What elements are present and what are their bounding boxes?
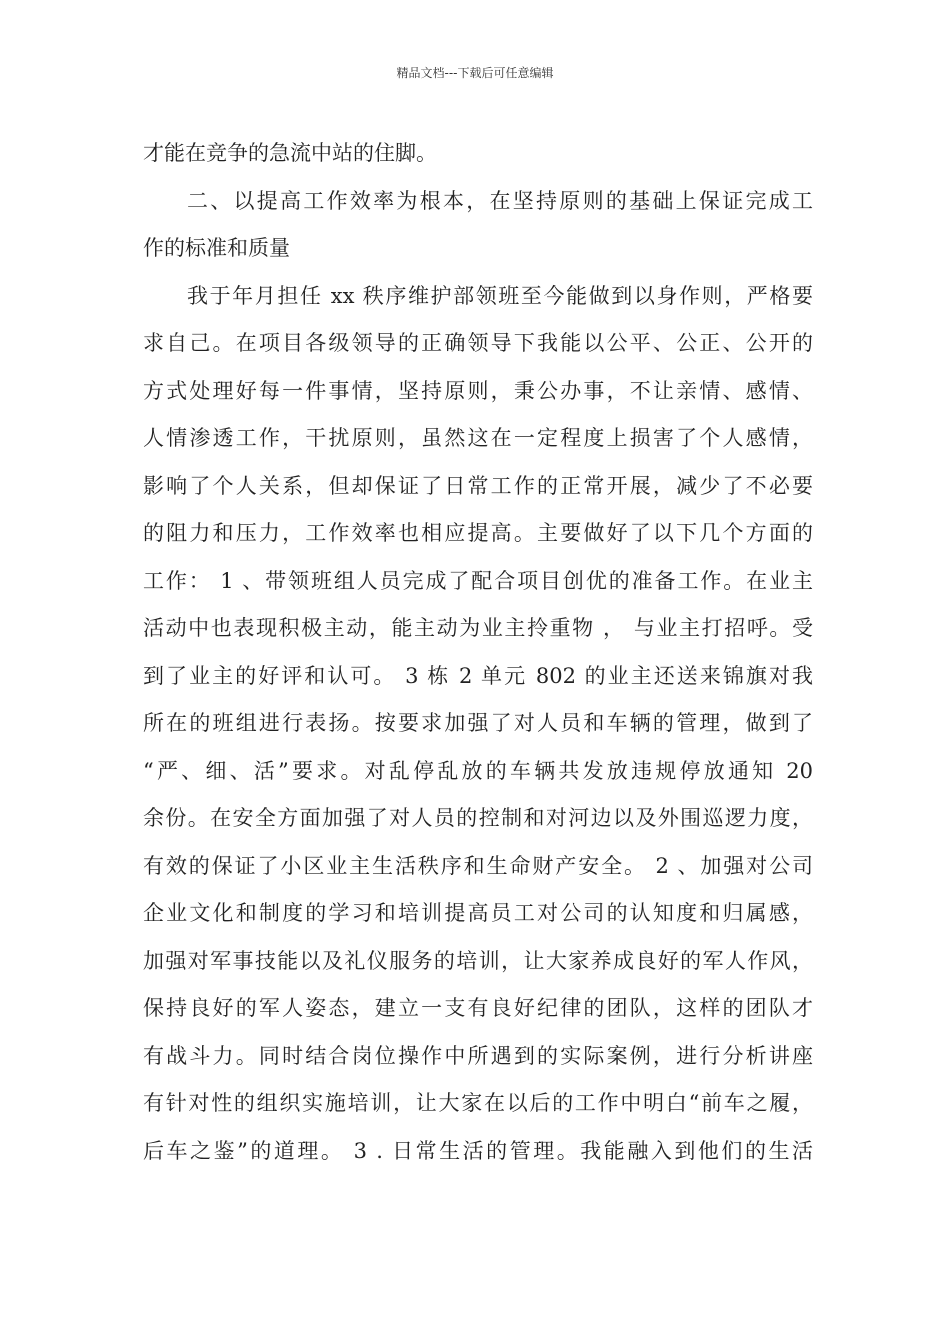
paragraph-line: 到了业主的好评和认可。 3 栋 2 单元 802 的业主还送来锦旗对我: [143, 663, 813, 688]
paragraph-line: “严、细、活”要求。对乱停乱放的车辆共发放违规停放通知 20: [143, 758, 813, 783]
paragraph-line: 后车之鉴”的道理。 3 . 日常生活的管理。我能融入到他们的生活: [143, 1138, 813, 1163]
paragraph-line: 所在的班组进行表扬。按要求加强了对人员和车辆的管理，做到了: [143, 711, 813, 735]
page-header: 精品文档---下载后可任意编辑: [396, 66, 554, 80]
paragraph-line: 方式处理好每一件事情，坚持原则，秉公办事，不让亲情、感情、: [143, 378, 813, 403]
paragraph-line: 加强对军事技能以及礼仪服务的培训，让大家养成良好的军人作风，: [143, 948, 813, 973]
paragraph-line: 活动中也表现积极主动，能主动为业主拎重物 ， 与业主打招呼。受: [143, 616, 813, 640]
paragraph-line: 人情渗透工作，干扰原则，虽然这在一定程度上损害了个人感情，: [143, 426, 813, 450]
paragraph-line: 求自己。在项目各级领导的正确领导下我能以公平、公正、公开的: [143, 331, 813, 355]
paragraph-line: 我于年月担任 xx 秩序维护部领班至今能做到以身作则，严格要: [187, 283, 813, 308]
paragraph-line: 才能在竞争的急流中站的住脚。: [143, 141, 437, 165]
paragraph-line: 企业文化和制度的学习和培训提高员工对公司的认知度和归属感，: [143, 901, 813, 925]
section-heading-line: 作的标准和质量: [143, 236, 290, 260]
paragraph-line: 工作： 1 、带领班组人员完成了配合项目创优的准备工作。在业主: [143, 568, 813, 593]
paragraph-line: 的阻力和压力，工作效率也相应提高。主要做好了以下几个方面的: [143, 521, 813, 545]
paragraph-line: 有效的保证了小区业主生活秩序和生命财产安全。 2 、加强对公司: [143, 853, 813, 878]
paragraph-line: 影响了个人关系，但却保证了日常工作的正常开展，减少了不必要: [143, 473, 813, 498]
paragraph-line: 保持良好的军人姿态，建立一支有良好纪律的团队，这样的团队才: [143, 996, 813, 1020]
paragraph-line: 余份。在安全方面加强了对人员的控制和对河边以及外围巡逻力度，: [143, 806, 813, 830]
paragraph-line: 有战斗力。同时结合岗位操作中所遇到的实际案例，进行分析讲座: [143, 1043, 813, 1068]
paragraph-line: 有针对性的组织实施培训，让大家在以后的工作中明白“前车之履，: [143, 1091, 813, 1115]
document-body: [143, 130, 813, 1175]
section-heading-line: 二、以提高工作效率为根本，在坚持原则的基础上保证完成工: [187, 188, 813, 213]
